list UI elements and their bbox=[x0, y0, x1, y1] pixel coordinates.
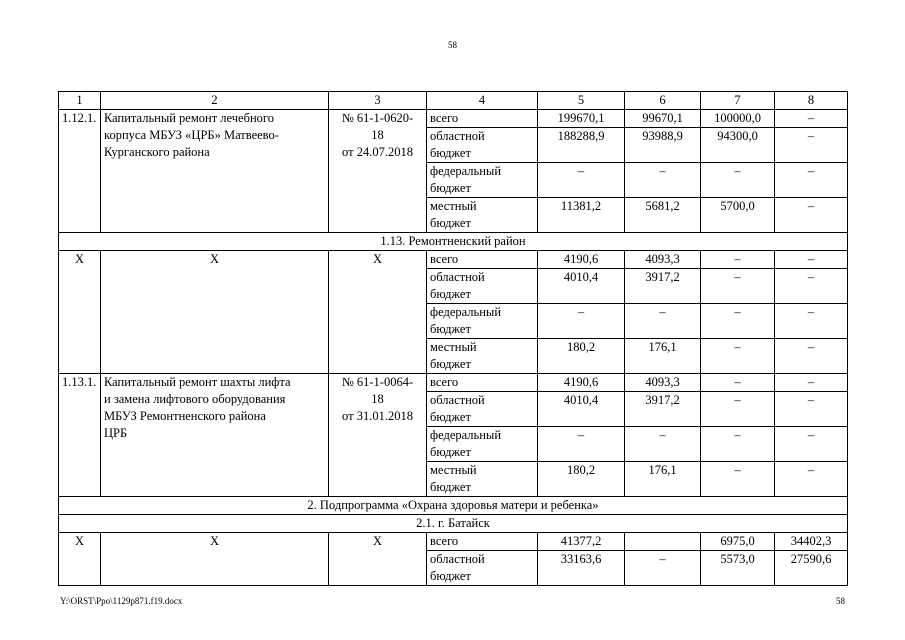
cell-line: федеральный bbox=[430, 305, 502, 319]
cell-line: областной bbox=[430, 393, 485, 407]
item-number: Х bbox=[59, 533, 101, 586]
header-cell: 3 bbox=[329, 92, 427, 110]
cell-line: бюджет bbox=[430, 357, 471, 371]
cell-line: и замена лифтового оборудования bbox=[104, 392, 286, 406]
value-v6 bbox=[625, 533, 701, 551]
cell-line: областной bbox=[430, 552, 485, 566]
value-v8: – bbox=[775, 198, 848, 233]
value-v7: – bbox=[701, 462, 775, 497]
value-v6: 5681,2 bbox=[625, 198, 701, 233]
value-v7: – bbox=[701, 374, 775, 392]
value-v5: – bbox=[538, 427, 625, 462]
value-v8: – bbox=[775, 462, 848, 497]
cell-line: 18 bbox=[371, 392, 384, 406]
value-v8: – bbox=[775, 128, 848, 163]
value-v6: 176,1 bbox=[625, 462, 701, 497]
value-v6: 3917,2 bbox=[625, 392, 701, 427]
table-row bbox=[59, 374, 848, 392]
cell-line: МБУЗ Ремонтненского района bbox=[104, 409, 266, 423]
header-cell: 8 bbox=[775, 92, 848, 110]
funding-source bbox=[427, 427, 538, 462]
value-v7: – bbox=[701, 427, 775, 462]
header-cell: 4 bbox=[427, 92, 538, 110]
value-v5: – bbox=[538, 304, 625, 339]
value-v6: 3917,2 bbox=[625, 269, 701, 304]
value-v8: – bbox=[775, 269, 848, 304]
header-cell: 7 bbox=[701, 92, 775, 110]
value-v5: 4190,6 bbox=[538, 251, 625, 269]
table-row bbox=[59, 251, 848, 269]
cell-line: ЦРБ bbox=[104, 426, 128, 440]
value-v7: – bbox=[701, 251, 775, 269]
value-v5: 199670,1 bbox=[538, 110, 625, 128]
item-document bbox=[329, 110, 427, 233]
item-document bbox=[329, 251, 427, 374]
funding-source bbox=[427, 163, 538, 198]
value-v6: 99670,1 bbox=[625, 110, 701, 128]
header-cell: 1 bbox=[59, 92, 101, 110]
section-row bbox=[59, 497, 848, 515]
value-v5: 180,2 bbox=[538, 462, 625, 497]
cell-line: Х bbox=[209, 534, 220, 548]
cell-line: от 31.01.2018 bbox=[342, 409, 413, 423]
cell-line: № 61-1-0064- bbox=[341, 375, 414, 389]
value-v5: 33163,6 bbox=[538, 551, 625, 586]
cell-line: Капитальный ремонт шахты лифта bbox=[104, 375, 291, 389]
section-title: 1.13. Ремонтненский район bbox=[59, 233, 848, 251]
value-v5: 188288,9 bbox=[538, 128, 625, 163]
item-number: Х bbox=[59, 251, 101, 374]
value-v5: 4010,4 bbox=[538, 269, 625, 304]
header-cell: 2 bbox=[101, 92, 329, 110]
cell-line: бюджет bbox=[430, 445, 471, 459]
cell-line: областной bbox=[430, 129, 485, 143]
cell-line: всего bbox=[430, 111, 459, 125]
funding-source bbox=[427, 110, 538, 128]
cell-line: Х bbox=[209, 252, 220, 266]
funding-source bbox=[427, 392, 538, 427]
cell-line: бюджет bbox=[430, 181, 471, 195]
value-v6: – bbox=[625, 304, 701, 339]
header-cell: 5 bbox=[538, 92, 625, 110]
value-v6: 4093,3 bbox=[625, 374, 701, 392]
header-row bbox=[59, 92, 848, 110]
value-v8: – bbox=[775, 374, 848, 392]
value-v7: – bbox=[701, 392, 775, 427]
item-description bbox=[101, 374, 329, 497]
value-v8: – bbox=[775, 163, 848, 198]
funding-source bbox=[427, 462, 538, 497]
value-v5: – bbox=[538, 163, 625, 198]
value-v5: 41377,2 bbox=[538, 533, 625, 551]
page-number-top: 58 bbox=[448, 40, 457, 50]
value-v5: 180,2 bbox=[538, 339, 625, 374]
cell-line: местный bbox=[430, 463, 477, 477]
value-v5: 4010,4 bbox=[538, 392, 625, 427]
cell-line: местный bbox=[430, 199, 477, 213]
value-v6: – bbox=[625, 551, 701, 586]
funding-source bbox=[427, 339, 538, 374]
cell-line: всего bbox=[430, 252, 459, 266]
cell-line: 18 bbox=[371, 128, 384, 142]
table-row bbox=[59, 533, 848, 551]
value-v7: – bbox=[701, 339, 775, 374]
cell-line: Х bbox=[372, 534, 383, 548]
cell-line: № 61-1-0620- bbox=[341, 111, 414, 125]
section-title: 2.1. г. Батайск bbox=[59, 515, 848, 533]
cell-line: корпуса МБУЗ «ЦРБ» Матвеево- bbox=[104, 128, 279, 142]
value-v6: 93988,9 bbox=[625, 128, 701, 163]
cell-line: бюджет bbox=[430, 216, 471, 230]
funding-source bbox=[427, 251, 538, 269]
cell-line: от 24.07.2018 bbox=[342, 145, 413, 159]
cell-line: всего bbox=[430, 375, 459, 389]
item-number: 1.13.1. bbox=[59, 374, 101, 497]
value-v7: 6975,0 bbox=[701, 533, 775, 551]
value-v8: – bbox=[775, 110, 848, 128]
table-row bbox=[59, 110, 848, 128]
value-v8: 34402,3 bbox=[775, 533, 848, 551]
cell-line: Капитальный ремонт лечебного bbox=[104, 111, 274, 125]
value-v8: – bbox=[775, 304, 848, 339]
item-description bbox=[101, 533, 329, 586]
funding-source bbox=[427, 374, 538, 392]
funding-source bbox=[427, 198, 538, 233]
budget-table bbox=[58, 91, 848, 586]
value-v6: 176,1 bbox=[625, 339, 701, 374]
item-description bbox=[101, 251, 329, 374]
value-v8: – bbox=[775, 427, 848, 462]
value-v5: 4190,6 bbox=[538, 374, 625, 392]
value-v8: – bbox=[775, 251, 848, 269]
value-v5: 11381,2 bbox=[538, 198, 625, 233]
cell-line: бюджет bbox=[430, 287, 471, 301]
cell-line: местный bbox=[430, 340, 477, 354]
funding-source bbox=[427, 304, 538, 339]
value-v7: 94300,0 bbox=[701, 128, 775, 163]
value-v8: 27590,6 bbox=[775, 551, 848, 586]
value-v6: 4093,3 bbox=[625, 251, 701, 269]
cell-line: бюджет bbox=[430, 569, 471, 583]
cell-line: Х bbox=[372, 252, 383, 266]
item-document bbox=[329, 533, 427, 586]
cell-line: бюджет bbox=[430, 146, 471, 160]
value-v7: 5573,0 bbox=[701, 551, 775, 586]
cell-line: федеральный bbox=[430, 428, 502, 442]
funding-source bbox=[427, 551, 538, 586]
value-v8: – bbox=[775, 339, 848, 374]
value-v7: – bbox=[701, 304, 775, 339]
header-cell: 6 bbox=[625, 92, 701, 110]
funding-source bbox=[427, 128, 538, 163]
cell-line: федеральный bbox=[430, 164, 502, 178]
value-v6: – bbox=[625, 163, 701, 198]
cell-line: всего bbox=[430, 534, 459, 548]
footer-page-number: 58 bbox=[836, 596, 845, 606]
funding-source bbox=[427, 269, 538, 304]
footer-file-path: Y:\ORST\Ppo\1129p871.f19.docx bbox=[60, 596, 183, 606]
value-v6: – bbox=[625, 427, 701, 462]
section-title: 2. Подпрограмма «Охрана здоровья матери и ребенка» bbox=[59, 497, 848, 515]
cell-line: областной bbox=[430, 270, 485, 284]
section-row bbox=[59, 233, 848, 251]
value-v7: 5700,0 bbox=[701, 198, 775, 233]
funding-source bbox=[427, 533, 538, 551]
cell-line: бюджет bbox=[430, 322, 471, 336]
item-description bbox=[101, 110, 329, 233]
cell-line: бюджет bbox=[430, 480, 471, 494]
item-document bbox=[329, 374, 427, 497]
cell-line: Курганского района bbox=[104, 145, 210, 159]
cell-line: бюджет bbox=[430, 410, 471, 424]
item-number: 1.12.1. bbox=[59, 110, 101, 233]
value-v7: – bbox=[701, 163, 775, 198]
value-v7: – bbox=[701, 269, 775, 304]
value-v8: – bbox=[775, 392, 848, 427]
value-v7: 100000,0 bbox=[701, 110, 775, 128]
section-row bbox=[59, 515, 848, 533]
